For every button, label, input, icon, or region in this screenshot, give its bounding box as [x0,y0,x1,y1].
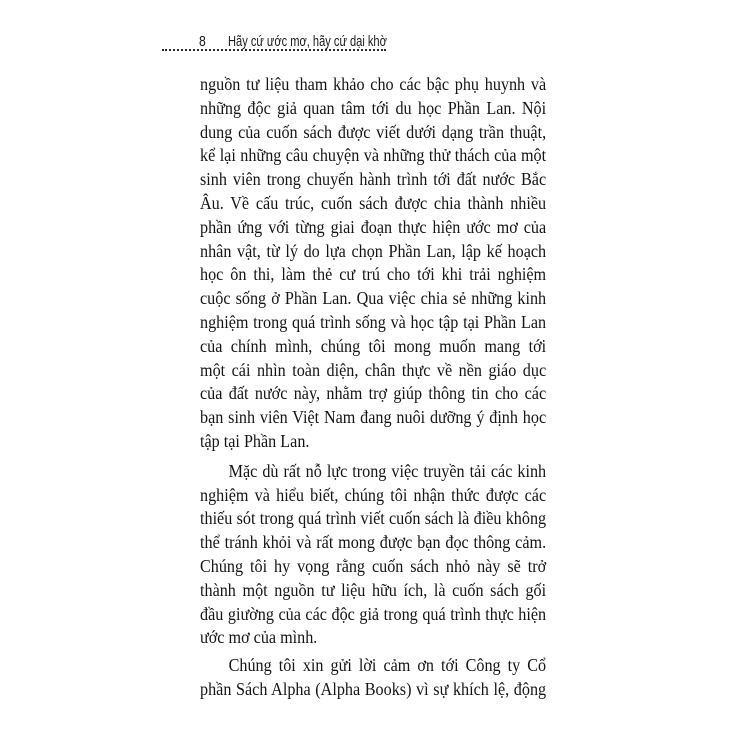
text-line: của đất nước này, nhằm trợ giúp thông tin cho các [200,383,547,404]
paragraph [200,460,546,650]
text-line: nhân vật, từ lý do lựa chọn Phần Lan, lập kế hoạch [200,240,547,261]
text-line: những độc giả quan tâm tới du học Phần Lan. Nội [200,97,547,118]
text-line: nguồn tư liệu tham khảo cho các bậc phụ huynh và [200,74,547,94]
text-line: thiếu sót trong quá trình viết cuốn sách là điều không [200,508,547,529]
text-line: thể tránh khỏi và rất mong được bạn đọc thông cảm. [200,532,547,553]
text-line: Chúng tôi xin gửi lời cảm ơn tới Công ty Cổ [228,655,547,676]
text-line: tập tại Phần Lan. [200,430,310,451]
text-line: của chính mình, chúng tôi mong muốn mang tới [200,335,547,356]
text-line: Âu. Về cấu trúc, cuốn sách được chia thành nhiều [200,192,547,213]
text-line: Mặc dù rất nỗ lực trong việc truyền tải các kinh [228,460,547,481]
text-line: nghiệm và hiểu biết, chúng tôi nhận thức được các [200,484,547,505]
text-line: sinh viên trong chuyến hành trình tới đất nước Bắc [200,169,547,190]
text-line: Chúng tôi hy vọng rằng cuốn sách nhỏ này sẽ trở [200,555,547,576]
text-line: kể lại những câu chuyện và những thử thách của một [200,145,547,166]
text-line: học ôn thi, làm thẻ cư trú cho tới khi trải nghiệm [200,264,547,285]
paragraph [200,73,546,454]
text-line: nghiệm trong quá trình sống và học tập tại Phần Lan [200,311,547,332]
text-line: bạn sinh viên Việt Nam đang nuôi dưỡng ý định học [200,407,547,428]
header-rule [162,49,386,51]
text-line: thành một nguồn tư liệu hữu ích, là cuốn sách gối [200,579,547,600]
text-line: phần ứng với từng giai đoạn thực hiện ước mơ của [200,216,547,237]
running-title: Hãy cứ ước mơ, hãy cứ dại khờ [228,33,387,50]
text-line: ước mơ của mình. [200,627,318,648]
page-number: 8 [199,33,206,50]
text-line: một cái nhìn toàn diện, chân thực về nền giáo dục [200,359,547,380]
text-line: cuộc sống ở Phần Lan. Qua việc chia sẻ những kinh [200,288,547,309]
body-text [200,73,546,702]
paragraph [200,654,546,702]
text-line: đầu giường của các độc giả trong quá trình thực hiện [200,603,547,624]
text-line: dung của cuốn sách được viết dưới dạng trần thuật, [200,121,547,142]
text-line: phần Sách Alpha (Alpha Books) vì sự khích lệ, động [200,678,547,699]
